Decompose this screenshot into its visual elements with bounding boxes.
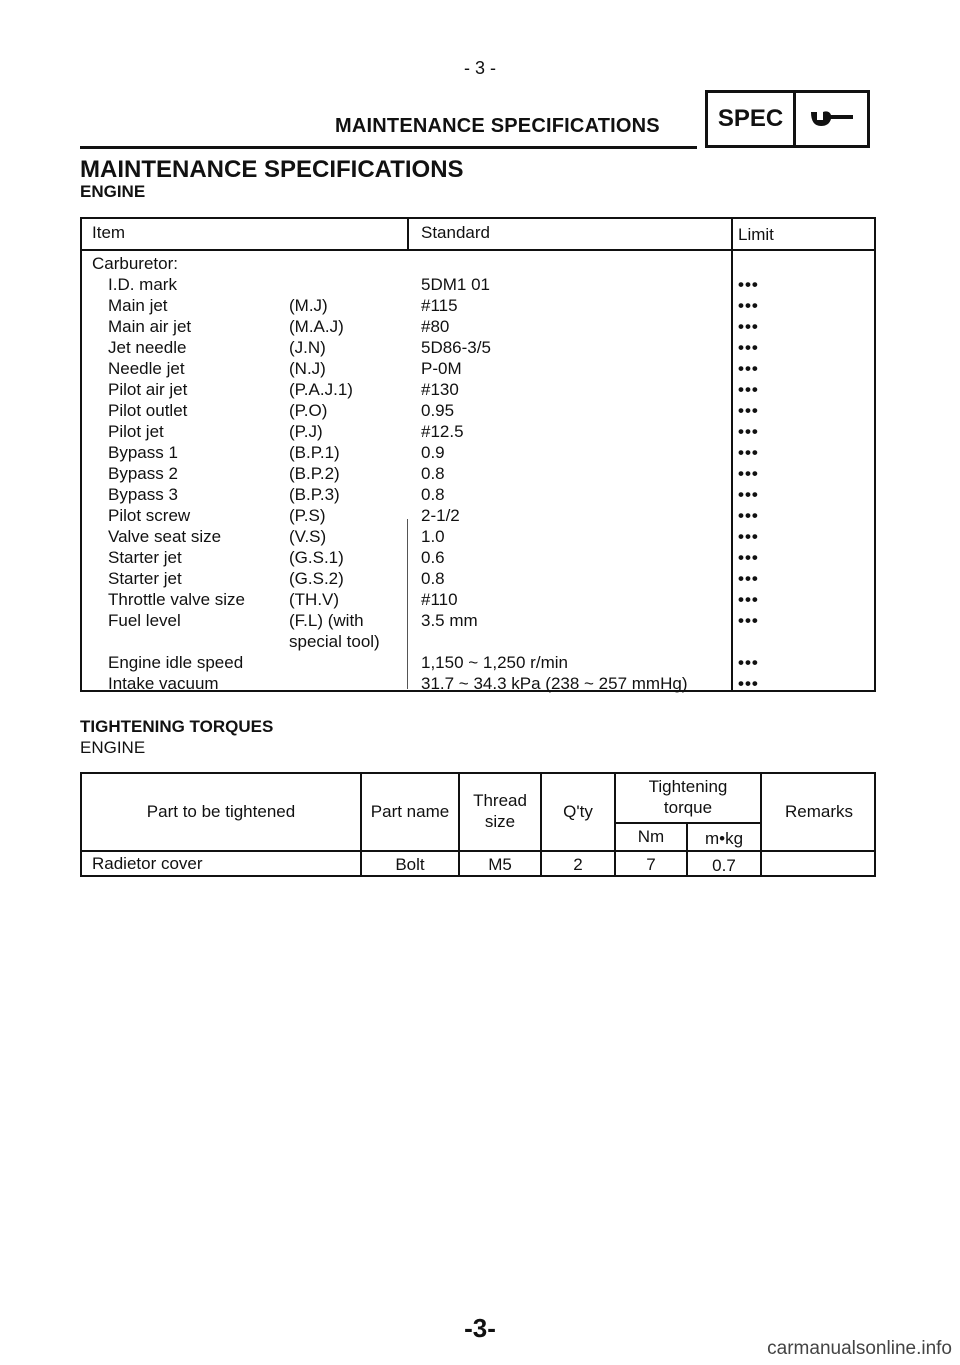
spec-cell-item: Bypass 2 bbox=[108, 464, 178, 483]
spec-cell-standard: #130 bbox=[421, 380, 459, 399]
torque-cell-nm: 7 bbox=[646, 855, 656, 874]
spec-cell-item: Starter jet bbox=[108, 569, 182, 588]
bottom-page-number: -3- bbox=[464, 1313, 496, 1343]
spec-cell-code: (B.P.3) bbox=[289, 485, 340, 504]
spec-cell-standard: 1,150 ~ 1,250 r/min bbox=[421, 653, 568, 672]
spec-table bbox=[80, 217, 876, 692]
section-subtitle: ENGINE bbox=[80, 182, 146, 201]
spec-cell-limit: ••• bbox=[738, 548, 759, 567]
spec-badge bbox=[705, 90, 870, 148]
spec-cell-standard: 0.8 bbox=[421, 485, 445, 504]
spec-cell-standard: #12.5 bbox=[421, 422, 464, 441]
spec-header-item: Item bbox=[92, 223, 126, 242]
torque-header-part-name: Part name bbox=[370, 802, 450, 821]
spec-row bbox=[82, 421, 874, 442]
spec-cell-code: (B.P.2) bbox=[289, 464, 340, 483]
spec-cell-limit: ••• bbox=[738, 422, 759, 441]
torque-header-nm: Nm bbox=[637, 827, 665, 846]
spec-cell-item: Main jet bbox=[108, 296, 168, 315]
spec-cell-standard: 0.95 bbox=[421, 401, 455, 420]
top-page-number: - 3 - bbox=[463, 58, 496, 78]
torque-cell-part-name: Bolt bbox=[395, 855, 425, 874]
torque-header-torque: Tightening torque bbox=[648, 777, 728, 817]
spec-row bbox=[82, 379, 874, 400]
spec-cell-item: I.D. mark bbox=[108, 275, 177, 294]
torque-header-qty: Q'ty bbox=[563, 802, 593, 821]
spec-badge-label: SPEC bbox=[708, 93, 796, 145]
spec-cell-item: Intake vacuum bbox=[108, 674, 219, 693]
spec-cell-item: Engine idle speed bbox=[108, 653, 244, 672]
spec-cell-limit: ••• bbox=[738, 338, 759, 357]
spec-cell-item: Pilot jet bbox=[108, 422, 164, 441]
spec-cell-limit: ••• bbox=[738, 401, 759, 420]
spec-cell-standard: P-0M bbox=[421, 359, 462, 378]
spec-cell-standard: 31.7 ~ 34.3 kPa (238 ~ 257 mmHg) bbox=[421, 674, 688, 693]
torque-table-row-rule bbox=[82, 850, 874, 852]
spec-cell-limit: ••• bbox=[738, 674, 759, 693]
spec-cell-code: (V.S) bbox=[289, 527, 327, 546]
torque-cell-mkg: 0.7 bbox=[712, 856, 736, 875]
spec-cell-standard: 3.5 mm bbox=[421, 611, 478, 630]
spec-cell-standard: 0.8 bbox=[421, 464, 445, 483]
torque-header-mkg: m•kg bbox=[704, 829, 744, 848]
tool-icon bbox=[796, 93, 867, 145]
spec-cell-standard: 0.6 bbox=[421, 548, 445, 567]
spec-cell-standard: 2-1/2 bbox=[421, 506, 460, 525]
torques-subtitle: ENGINE bbox=[80, 738, 146, 757]
torque-header-remarks: Remarks bbox=[784, 802, 853, 821]
spec-cell-limit: ••• bbox=[738, 443, 759, 462]
spec-cell-standard: 5DM1 01 bbox=[421, 275, 490, 294]
spec-row bbox=[82, 505, 874, 526]
spec-cell-limit: ••• bbox=[738, 296, 759, 315]
spec-row bbox=[82, 295, 874, 316]
spec-cell-code: special tool) bbox=[289, 632, 380, 651]
torque-sub-rule bbox=[614, 822, 762, 824]
spec-cell-item: Bypass 3 bbox=[108, 485, 178, 504]
spec-cell-code: (M.A.J) bbox=[289, 317, 344, 336]
spec-cell-limit: ••• bbox=[738, 485, 759, 504]
spec-cell-limit: ••• bbox=[738, 506, 759, 525]
spec-row bbox=[82, 442, 874, 463]
spec-cell-code: (B.P.1) bbox=[289, 443, 340, 462]
spec-cell-item: Pilot screw bbox=[108, 506, 191, 525]
spec-table-header-rule bbox=[82, 249, 874, 251]
spec-cell-item: Valve seat size bbox=[108, 527, 222, 546]
spec-cell-limit: ••• bbox=[738, 275, 759, 294]
spec-header-standard: Standard bbox=[421, 223, 490, 242]
spec-row bbox=[82, 484, 874, 505]
spec-cell-standard: #115 bbox=[421, 296, 458, 315]
spec-cell-standard: #110 bbox=[421, 590, 458, 609]
spec-cell-code: (G.S.1) bbox=[289, 548, 344, 567]
spec-cell-limit: ••• bbox=[738, 611, 759, 630]
spec-cell-standard: 5D86-3/5 bbox=[421, 338, 491, 357]
torque-header-thread: Thread size bbox=[473, 791, 527, 831]
spec-table-divider-standard bbox=[407, 219, 409, 251]
spec-cell-code: (M.J) bbox=[289, 296, 328, 315]
spec-cell-standard: 0.8 bbox=[421, 569, 445, 588]
spec-cell-limit: ••• bbox=[738, 653, 759, 672]
spec-cell-code: (N.J) bbox=[289, 359, 326, 378]
spec-cell-limit: ••• bbox=[738, 464, 759, 483]
spec-header-limit: Limit bbox=[738, 225, 774, 244]
header-rule bbox=[80, 146, 697, 149]
spec-cell-limit: ••• bbox=[738, 527, 759, 546]
spec-cell-item: Throttle valve size bbox=[108, 590, 245, 609]
spec-cell-standard: #80 bbox=[421, 317, 450, 336]
torque-table bbox=[80, 772, 876, 877]
spec-cell-limit: ••• bbox=[738, 569, 759, 588]
spec-cell-item: Needle jet bbox=[108, 359, 185, 378]
torque-cell-thread: M5 bbox=[488, 855, 512, 874]
spec-row bbox=[82, 568, 874, 589]
spec-cell-limit: ••• bbox=[738, 590, 759, 609]
torques-title: TIGHTENING TORQUES bbox=[80, 717, 274, 736]
spec-cell-limit: ••• bbox=[738, 380, 759, 399]
section-title: MAINTENANCE SPECIFICATIONS bbox=[80, 156, 464, 183]
spec-cell-code: (P.J) bbox=[289, 422, 323, 441]
spec-cell-item: Jet needle bbox=[108, 338, 187, 357]
spec-cell-code: (F.L) (with bbox=[289, 611, 364, 630]
spec-row bbox=[82, 589, 874, 610]
header-title: MAINTENANCE SPECIFICATIONS bbox=[335, 115, 660, 137]
spec-row bbox=[82, 358, 874, 379]
spec-cell-code: (J.N) bbox=[289, 338, 326, 357]
spec-row bbox=[82, 673, 874, 694]
spec-row bbox=[82, 274, 874, 295]
spec-cell-item: Main air jet bbox=[108, 317, 192, 336]
spec-cell-code: (P.A.J.1) bbox=[289, 380, 353, 399]
spec-row bbox=[82, 526, 874, 547]
torque-cell-part: Radietor cover bbox=[92, 854, 203, 873]
torque-cell-qty: 2 bbox=[573, 855, 583, 874]
torque-header-part: Part to be tightened bbox=[146, 802, 296, 821]
spec-cell-code: (G.S.2) bbox=[289, 569, 344, 588]
spec-cell-code: (P.O) bbox=[289, 401, 328, 420]
spec-cell-standard: 1.0 bbox=[421, 527, 445, 546]
spec-group-label: Carburetor: bbox=[92, 254, 178, 273]
spec-cell-limit: ••• bbox=[738, 359, 759, 378]
spec-cell-item: Pilot air jet bbox=[108, 380, 188, 399]
spec-row bbox=[82, 463, 874, 484]
spec-cell-standard: 0.9 bbox=[421, 443, 445, 462]
spec-cell-item: Fuel level bbox=[108, 611, 181, 630]
spec-row bbox=[82, 547, 874, 568]
spec-cell-limit: ••• bbox=[738, 317, 759, 336]
spec-cell-item: Starter jet bbox=[108, 548, 182, 567]
watermark-text: carmanualsonline.info bbox=[767, 1338, 952, 1359]
spec-row bbox=[82, 610, 874, 631]
spec-cell-code: (P.S) bbox=[289, 506, 326, 525]
spec-group-row bbox=[82, 253, 874, 274]
spec-row bbox=[82, 316, 874, 337]
spec-row bbox=[82, 631, 874, 652]
spec-row bbox=[82, 400, 874, 421]
spec-row bbox=[82, 337, 874, 358]
spec-cell-item: Pilot outlet bbox=[108, 401, 188, 420]
torque-divider-5 bbox=[760, 774, 762, 875]
spec-row bbox=[82, 652, 874, 673]
spec-cell-item: Bypass 1 bbox=[108, 443, 178, 462]
spec-cell-code: (TH.V) bbox=[289, 590, 340, 609]
